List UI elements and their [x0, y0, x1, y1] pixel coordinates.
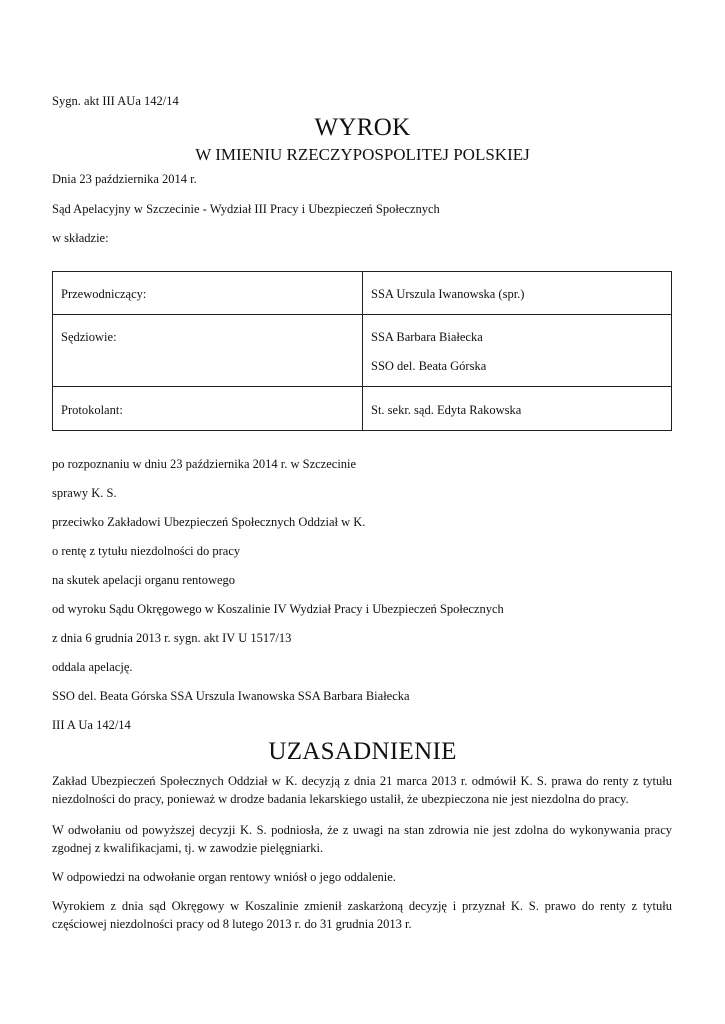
- ruling-line: o rentę z tytułu niezdolności do pracy: [52, 544, 241, 558]
- clerk-name: St. sekr. sąd. Edyta Rakowska: [371, 403, 522, 417]
- judge-name: SSA Barbara Białecka: [371, 330, 483, 344]
- justification-title: UZASADNIENIE: [268, 738, 457, 765]
- judgment-date: Dnia 23 października 2014 r.: [52, 172, 197, 186]
- case-signature: Sygn. akt III AUa 142/14: [52, 94, 179, 108]
- role-label: Przewodniczący:: [61, 287, 147, 301]
- role-label: Sędziowie:: [61, 330, 117, 344]
- judge-name: SSA Urszula Iwanowska (spr.): [371, 287, 525, 301]
- ruling-line: z dnia 6 grudnia 2013 r. sygn. akt IV U 1517/13: [52, 631, 292, 645]
- justification-paragraph: Wyrokiem z dnia sąd Okręgowy w Koszalinie zmienił zaskarżoną decyzję i przyznał K. S. prawo do renty z tytułu częściowej niezdolności pracy od 8 lutego 2013 r. do 31 grudnia 2013 r.: [52, 899, 672, 931]
- ruling-line: sprawy K. S.: [52, 486, 117, 500]
- signatories: SSO del. Beata Górska SSA Urszula Iwanowska SSA Barbara Białecka: [52, 689, 410, 703]
- ruling-line: przeciwko Zakładowi Ubezpieczeń Społecznych Oddział w K.: [52, 515, 366, 529]
- composition-table: [52, 271, 672, 431]
- justification-paragraph: W odpowiedzi na odwołanie organ rentowy wniósł o jego oddalenie.: [52, 870, 396, 884]
- justification-paragraph: Zakład Ubezpieczeń Społecznych Oddział w K. decyzją z dnia 21 marca 2013 r. odmówił K. S. prawa do renty z tytułu niezdolności do pracy, ponieważ w drodze badania lekarskiego ustalił, że ubezpieczona nie jest niezdolna do pracy.: [52, 774, 672, 806]
- judgment-subtitle: W IMIENIU RZECZYPOSPOLITEJ POLSKIEJ: [195, 145, 530, 164]
- justification-paragraph: W odwołaniu od powyższej decyzji K. S. podniosła, że z uwagi na stan zdrowia nie jest zdolna do wykonywania pracy zgodnej z kwalifikacjami, tj. w zawodzie pielęgniarki.: [52, 823, 672, 855]
- composition-row-judges: [53, 315, 672, 387]
- ruling-line: na skutek apelacji organu rentowego: [52, 573, 236, 587]
- ruling-line: od wyroku Sądu Okręgowego w Koszalinie IV Wydział Pracy i Ubezpieczeń Społecznych: [52, 602, 504, 616]
- case-reference: III A Ua 142/14: [52, 718, 131, 732]
- composition-row-presiding: [53, 272, 672, 315]
- composition-intro: w składzie:: [52, 231, 109, 245]
- ruling-decision: oddala apelację.: [52, 660, 133, 674]
- ruling-line: po rozpoznaniu w dniu 23 października 2014 r. w Szczecinie: [52, 457, 357, 471]
- composition-row-clerk: [53, 387, 672, 431]
- judge-name: SSO del. Beata Górska: [371, 359, 487, 373]
- court-name: Sąd Apelacyjny w Szczecinie - Wydział III Pracy i Ubezpieczeń Społecznych: [52, 202, 440, 216]
- role-label: Protokolant:: [61, 403, 123, 417]
- judgment-title: WYROK: [314, 114, 411, 141]
